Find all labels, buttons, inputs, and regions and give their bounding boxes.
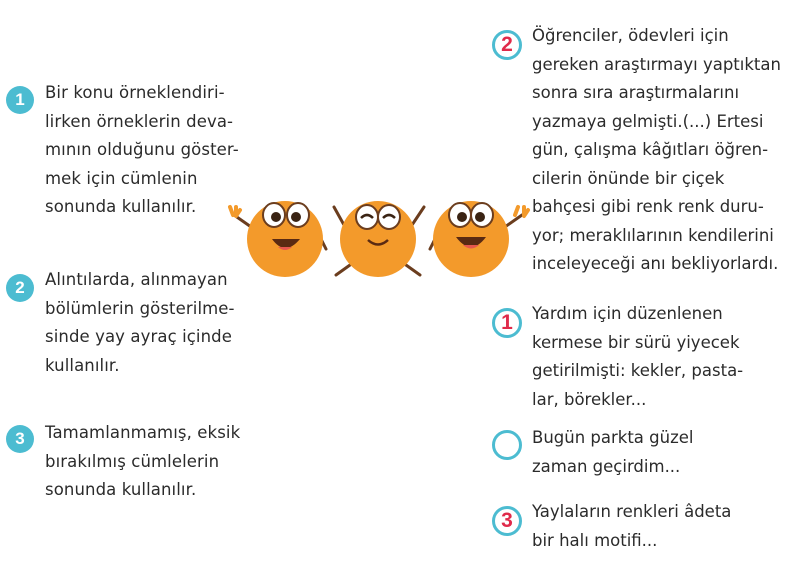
rule-number-badge: 3: [6, 425, 34, 453]
rule-text: Tamamlanmamış, eksik bırakılmış cümlelerin sonunda kullanılır.: [45, 423, 241, 499]
rule-text: Bir konu örneklendiri- lirken örneklerin deva- mının olduğunu göster- mek için cümlenin sonunda kullanılır.: [45, 83, 239, 216]
character-right-icon: [430, 201, 528, 277]
rule-number-badge: 2: [6, 274, 34, 302]
example-text: Bugün parkta güzel zaman geçirdim...: [532, 428, 694, 476]
answer-circle[interactable]: 2: [492, 30, 522, 60]
example-text: Öğrenciler, ödevleri için gereken araştırmayı yaptıktan sonra sıra araştırmalarını yazmaya gelmişti.(...) Ertesi gün, çalışma kâğıtları öğren- cilerin önünde bir çiçek bahçesi gibi renk renk duru- yor; meraklılarının kendilerini inceleyeceği anı bekliyorlardı.: [532, 26, 781, 273]
rule-item: [45, 419, 240, 505]
character-middle-icon: [334, 201, 424, 277]
answer-circle[interactable]: 3: [492, 506, 522, 536]
cartoon-characters-illustration: [226, 185, 532, 285]
example-text: Yardım için düzenlenen kermese bir sürü yiyecek getirilmişti: kekler, pasta- lar, börekler...: [532, 304, 744, 409]
rule-item: [45, 266, 235, 380]
example-item: [532, 498, 731, 555]
rule-text: Alıntılarda, alınmayan bölümlerin gösterilme- sinde yay ayraç içinde kullanılır.: [45, 270, 235, 375]
rule-number-badge: 1: [6, 86, 34, 114]
example-item: [532, 300, 743, 414]
character-left-icon: [230, 201, 326, 277]
answer-circle-empty[interactable]: [492, 430, 522, 460]
example-item: [532, 424, 694, 481]
example-item: [532, 22, 781, 279]
answer-circle[interactable]: 1: [492, 308, 522, 338]
rule-item: [45, 79, 239, 222]
example-text: Yaylaların renkleri âdeta bir halı motifi...: [532, 502, 732, 550]
